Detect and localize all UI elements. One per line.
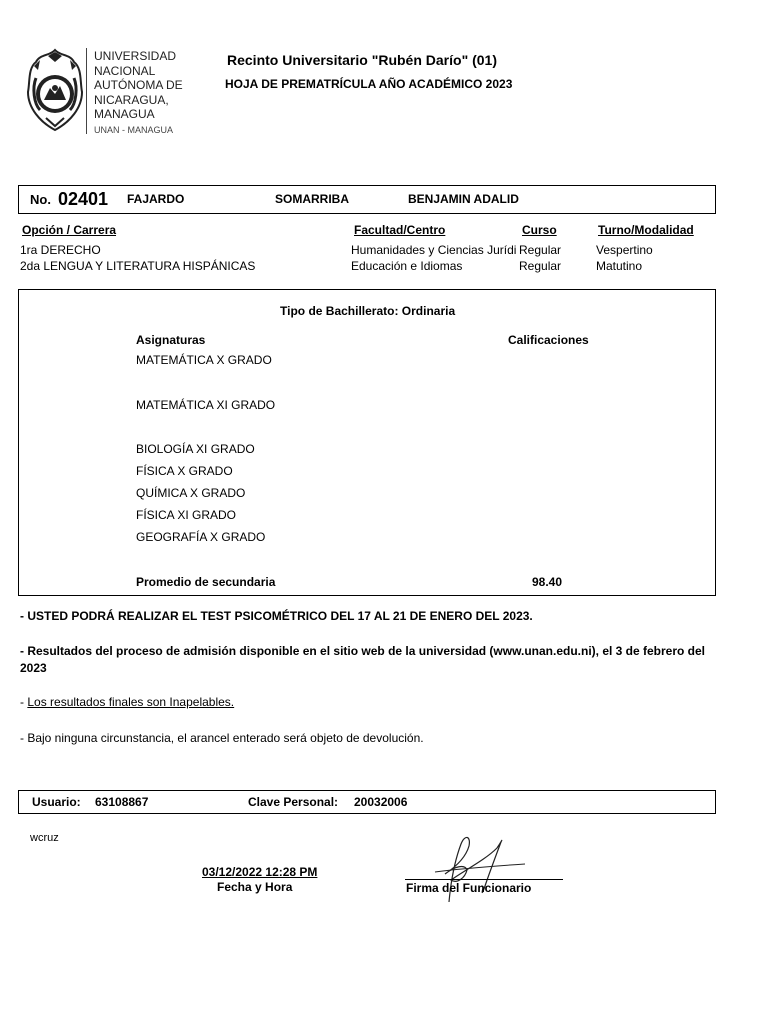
career-course: Regular (519, 259, 562, 273)
course-header: Curso (522, 223, 557, 237)
logo-divider (86, 48, 87, 134)
subject-item: MATEMÁTICA XI GRADO (136, 398, 276, 412)
university-name (94, 49, 183, 122)
university-name-line: MANAGUA (94, 107, 155, 122)
career-option: 2da LENGUA Y LITERATURA HISPÁNICAS (20, 259, 256, 273)
university-name-line: NACIONAL (94, 63, 156, 78)
career-faculty: Educación e Idiomas (351, 259, 463, 273)
average-value: 98.40 (532, 575, 563, 589)
option-header: Opción / Carrera (22, 223, 117, 237)
user-label: Usuario: (32, 795, 81, 809)
faculty-header: Facultad/Centro (354, 223, 446, 237)
operator-name: wcruz (30, 832, 59, 844)
signature-line (405, 879, 563, 880)
document-subtitle: HOJA DE PREMATRÍCULA AÑO ACADÉMICO 2023 (225, 77, 513, 91)
personal-key-label: Clave Personal: (248, 795, 339, 809)
datetime-label: Fecha y Hora (217, 880, 293, 894)
student-number: 02401 (58, 189, 109, 209)
print-datetime: 03/12/2022 12:28 PM (202, 865, 318, 879)
subjects-header: Asignaturas (136, 333, 206, 347)
grades-header: Calificaciones (508, 333, 589, 347)
career-option: 1ra DERECHO (20, 243, 101, 257)
subject-item: GEOGRAFÍA X GRADO (136, 530, 266, 544)
personal-key-value: 20032006 (354, 795, 408, 809)
university-name-line: AUTÓNOMA DE (94, 78, 183, 93)
grades-box (18, 289, 716, 596)
psychometric-test-notice: - USTED PODRÁ REALIZAR EL TEST PSICOMÉTRICO DEL 17 AL 21 DE ENERO DEL 2023. (20, 609, 533, 623)
subject-item: FÍSICA X GRADO (136, 464, 233, 478)
subject-item: FÍSICA XI GRADO (136, 508, 237, 522)
notice-bullet: - (20, 695, 28, 709)
subject-item: MATEMÁTICA X GRADO (136, 353, 272, 367)
signature-label: Firma del Funcionario (406, 881, 532, 895)
average-label: Promedio de secundaria (136, 575, 276, 589)
career-shift: Matutino (596, 259, 643, 273)
user-value: 63108867 (95, 795, 149, 809)
subject-item: BIOLOGÍA XI GRADO (136, 442, 255, 456)
university-name-line: UNIVERSIDAD (94, 49, 177, 63)
student-first-surname: FAJARDO (127, 192, 185, 206)
career-course: Regular (519, 243, 562, 257)
career-faculty: Humanidades y Ciencias Jurídi (351, 243, 517, 257)
final-results-notice (20, 695, 234, 709)
shift-header: Turno/Modalidad (598, 223, 694, 237)
student-second-surname: SOMARRIBA (275, 192, 349, 206)
career-shift: Vespertino (596, 243, 653, 257)
university-acronym: UNAN - MANAGUA (94, 125, 174, 135)
bachelor-type: Tipo de Bachillerato: Ordinaria (280, 304, 456, 318)
official-signature (405, 830, 565, 910)
admission-results-notice: - Resultados del proceso de admisión disponible en el sitio web de la universidad (www.unan.edu.ni), el 3 de febrero del 2023 (20, 644, 706, 675)
student-names: BENJAMIN ADALID (408, 192, 519, 206)
final-results-text: Los resultados finales son Inapelables. (27, 695, 235, 709)
university-name-line: NICARAGUA, (94, 92, 169, 107)
refund-notice: - Bajo ninguna circunstancia, el arancel enterado será objeto de devolución. (20, 731, 424, 745)
subject-item: QUÍMICA X GRADO (136, 486, 246, 500)
student-number-label: No. (30, 192, 51, 207)
document-title: Recinto Universitario "Rubén Darío" (01) (227, 52, 497, 68)
student-box (18, 185, 716, 214)
university-seal-logo (26, 48, 84, 132)
